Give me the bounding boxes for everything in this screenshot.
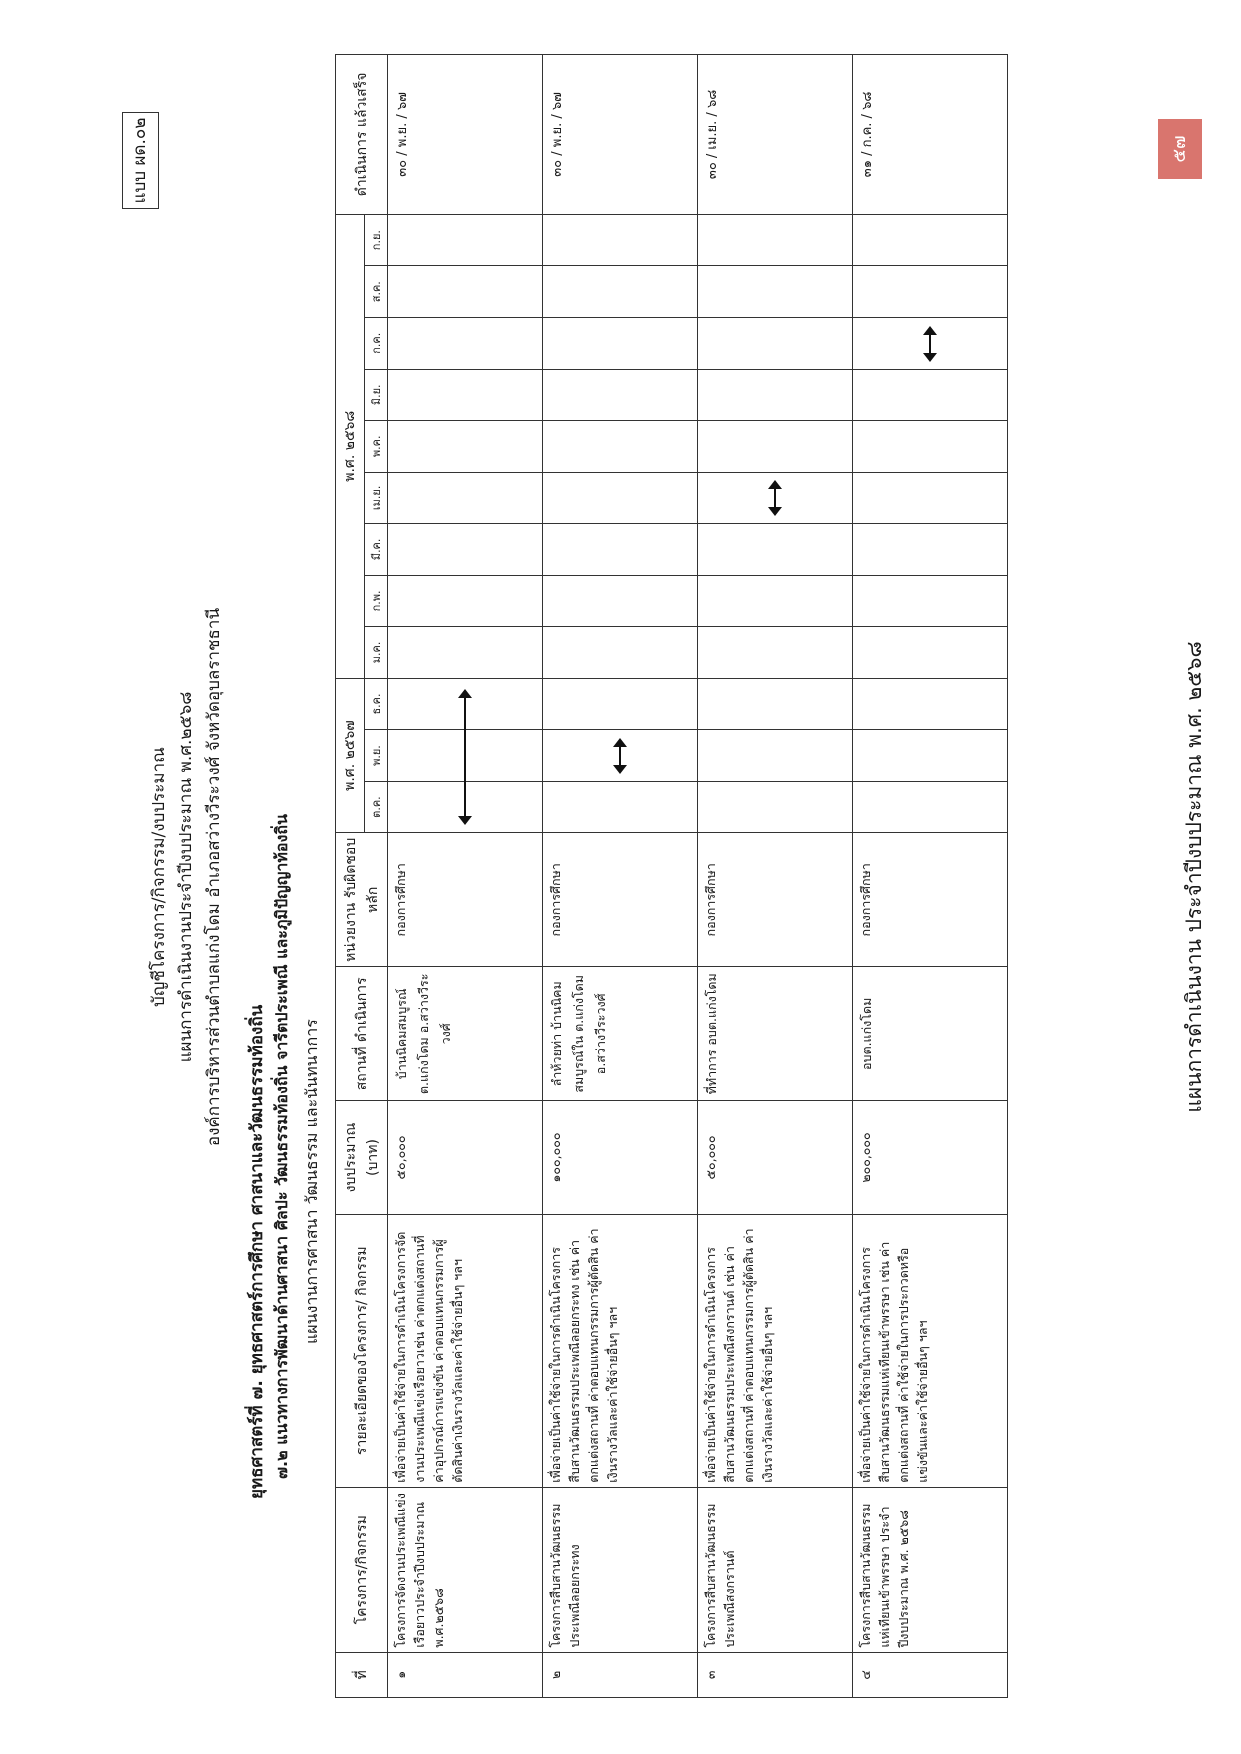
location: ลำห้วยท่า บ้านนิคมสมบูรณ์ใน ต.แก่งโดม อ.สว่างวีระวงศ์: [543, 967, 698, 1101]
row-number: ๔: [853, 1652, 1008, 1697]
month-cell: [698, 730, 853, 782]
completion-date: ๓๐ / เม.ย. / ๖๘: [698, 55, 853, 215]
month-cell: [698, 369, 853, 421]
month-cell: [388, 575, 543, 627]
month-cell: [388, 214, 543, 266]
month-header: ก.ย.: [365, 214, 388, 266]
month-header: ก.ค.: [365, 317, 388, 369]
header-year-2568: พ.ศ. ๒๕๖๘: [336, 214, 365, 678]
footer-title: แผนการดำเนินงาน ประจำปีงบประมาณ พ.ศ. ๒๕๖๘: [1182, 641, 1206, 1113]
month-cell: [853, 627, 1008, 679]
form-code: แบบ ผด.๐๒: [122, 112, 159, 209]
month-cell: [698, 575, 853, 627]
row-number: ๒: [543, 1652, 698, 1697]
responsible-agency: กองการศึกษา: [853, 833, 1008, 967]
completion-date: ๓๑ / ก.ค. / ๖๘: [853, 55, 1008, 215]
month-cell: [853, 214, 1008, 266]
month-cell: [543, 730, 698, 782]
row-number: ๓: [698, 1652, 853, 1697]
project-name: โครงการสืบสานวัฒนธรรมแห่เทียนเข้าพรรษา ประจำปีงบประมาณ พ.ศ. ๒๕๖๘: [853, 1487, 1008, 1652]
month-cell: [388, 627, 543, 679]
month-cell: [698, 524, 853, 576]
project-detail: เพื่อจ่ายเป็นค่าใช้จ่ายในการดำเนินโครงการสืบสานวัฒนธรรมประเพณีสงกรานต์ เช่น ค่าตกแต่งสถานที่ ค่าตอบแทนกรรมการผู้ตัดสิน ค่าเงินรางวัลและค่าใช้จ่ายอื่นๆ ฯลฯ: [698, 1214, 853, 1487]
header-done: ดำเนินการ แล้วเสร็จ: [336, 55, 388, 215]
month-cell: [698, 214, 853, 266]
month-cell: [853, 369, 1008, 421]
location: อบต.แก่งโดม: [853, 967, 1008, 1101]
guideline-heading: ๗.๒ แนวทางการพัฒนาด้านศาสนา ศิลปะ วัฒนธรรมท้องถิ่น จารีตประเพณี และภูมิปัญญาท้องถิ่น: [272, 814, 291, 1479]
month-header: มี.ค.: [365, 524, 388, 576]
project-name: โครงการจัดงานประเพณีแข่งเรือยาวประจำปีงบประมาณ พ.ศ.๒๕๖๘: [388, 1487, 543, 1652]
month-cell: [543, 472, 698, 524]
month-header: เม.ย.: [365, 472, 388, 524]
month-header: ต.ค.: [365, 781, 388, 833]
table-row: [698, 55, 853, 1698]
header-line-1: บัญชีโครงการ/กิจกรรม/งบประมาณ: [149, 747, 169, 1007]
project-name: โครงการสืบสานวัฒนธรรมประเพณีสงกรานต์: [698, 1487, 853, 1652]
month-cell: [543, 575, 698, 627]
month-cell: [543, 421, 698, 473]
month-cell: [543, 627, 698, 679]
month-cell: [388, 730, 543, 782]
month-cell: [543, 214, 698, 266]
month-header: พ.ค.: [365, 421, 388, 473]
responsible-agency: กองการศึกษา: [543, 833, 698, 967]
operation-plan-table: [335, 54, 1008, 1698]
month-cell: [388, 781, 543, 833]
responsible-agency: กองการศึกษา: [388, 833, 543, 967]
header-project: โครงการ/กิจกรรม: [336, 1487, 388, 1652]
month-cell: [543, 781, 698, 833]
strategy-heading: ยุทธศาสตร์ที่ ๗. ยุทธศาสตร์การศึกษา ศาสนาและวัฒนธรรมท้องถิ่น: [247, 1004, 267, 1499]
month-cell: [543, 369, 698, 421]
budget-amount: ๒๐๐,๐๐๐: [853, 1101, 1008, 1214]
month-cell: [543, 317, 698, 369]
month-cell: [388, 317, 543, 369]
project-name: โครงการสืบสานวัฒนธรรมประเพณีลอยกระทง: [543, 1487, 698, 1652]
budget-amount: ๕๐,๐๐๐: [388, 1101, 543, 1214]
month-cell: [698, 678, 853, 730]
month-cell: [853, 781, 1008, 833]
project-detail: เพื่อจ่ายเป็นค่าใช้จ่ายในการดำเนินโครงการสืบสานวัฒนธรรมประเพณีลอยกระทง เช่น ค่าตกแต่งสถานที่ ค่าตอบแทนกรรมการผู้ตัดสิน ค่าเงินรางวัลและค่าใช้จ่ายอื่นๆ ฯลฯ: [543, 1214, 698, 1487]
month-cell: [853, 421, 1008, 473]
month-header: ม.ค.: [365, 627, 388, 679]
month-cell: [853, 524, 1008, 576]
month-cell: [698, 472, 853, 524]
month-cell: [388, 369, 543, 421]
plan-heading: แผนงานการศาสนา วัฒนธรรม และนันทนาการ: [302, 1019, 321, 1344]
header-line-3: องค์การบริหารส่วนตำบลแก่งโดม อำเภอสว่างวีระวงศ์ จังหวัดอุบลราชธานี: [204, 607, 224, 1147]
month-header: ส.ค.: [365, 266, 388, 318]
budget-amount: ๕๐,๐๐๐: [698, 1101, 853, 1214]
project-detail: เพื่อจ่ายเป็นค่าใช้จ่ายในการดำเนินโครงการสืบสานวัฒนธรรมแห่เทียนเข้าพรรษา เช่น ค่าตกแต่งสถานที่ ค่าใช้จ่ายในการประกวดหรือแข่งขันและค่าใช้จ่ายอื่นๆ ฯลฯ: [853, 1214, 1008, 1487]
month-cell: [388, 266, 543, 318]
responsible-agency: กองการศึกษา: [698, 833, 853, 967]
header-budget: งบประมาณ (บาท): [336, 1101, 388, 1214]
header-location: สถานที่ ดำเนินการ: [336, 967, 388, 1101]
header-detail: รายละเอียดของโครงการ/ กิจกรรม: [336, 1214, 388, 1487]
header-year-2567: พ.ศ. ๒๕๖๗: [336, 678, 365, 833]
month-cell: [543, 266, 698, 318]
month-cell: [388, 524, 543, 576]
month-cell: [698, 421, 853, 473]
header-agency: หน่วยงาน รับผิดชอบหลัก: [336, 833, 388, 967]
table-row: [543, 55, 698, 1698]
month-cell: [853, 678, 1008, 730]
month-header: พ.ย.: [365, 730, 388, 782]
month-header: ก.พ.: [365, 575, 388, 627]
month-cell: [853, 730, 1008, 782]
month-cell: [698, 266, 853, 318]
month-cell: [388, 678, 543, 730]
page-number-badge: ๕๗: [1158, 119, 1202, 179]
month-cell: [853, 266, 1008, 318]
month-cell: [853, 575, 1008, 627]
row-number: ๑: [388, 1652, 543, 1697]
completion-date: ๓๐ / พ.ย. / ๖๗: [388, 55, 543, 215]
location: บ้านนิคมสมบูรณ์ ต.แก่งโดม อ.สว่างวีระวงศ์: [388, 967, 543, 1101]
header-line-2: แผนการดำเนินงานประจำปีงบประมาณ พ.ศ.๒๕๖๘: [176, 691, 196, 1063]
month-header: มิ.ย.: [365, 369, 388, 421]
project-detail: เพื่อจ่ายเป็นค่าใช้จ่ายในการดำเนินโครงการจัดงานประเพณีแข่งเรือยาวเช่น ค่าตกแต่งสถานที่ ค่าอุปกรณ์การแข่งขัน ค่าตอบแทนกรรมการผู้ตัดสินค่าเงินรางวัลและค่าใช้จ่ายอื่นๆ ฯลฯ: [388, 1214, 543, 1487]
month-cell: [698, 317, 853, 369]
month-cell: [853, 317, 1008, 369]
completion-date: ๓๐ / พ.ย. / ๖๗: [543, 55, 698, 215]
budget-amount: ๑๐๐,๐๐๐: [543, 1101, 698, 1214]
month-cell: [853, 472, 1008, 524]
table-row: [853, 55, 1008, 1698]
month-cell: [698, 627, 853, 679]
month-cell: [388, 421, 543, 473]
month-header: ธ.ค.: [365, 678, 388, 730]
month-cell: [388, 472, 543, 524]
location: ที่ทำการ อบต.แก่งโดม: [698, 967, 853, 1101]
month-cell: [698, 781, 853, 833]
month-cell: [543, 524, 698, 576]
month-cell: [543, 678, 698, 730]
table-row: [388, 55, 543, 1698]
header-no: ที่: [336, 1652, 388, 1697]
